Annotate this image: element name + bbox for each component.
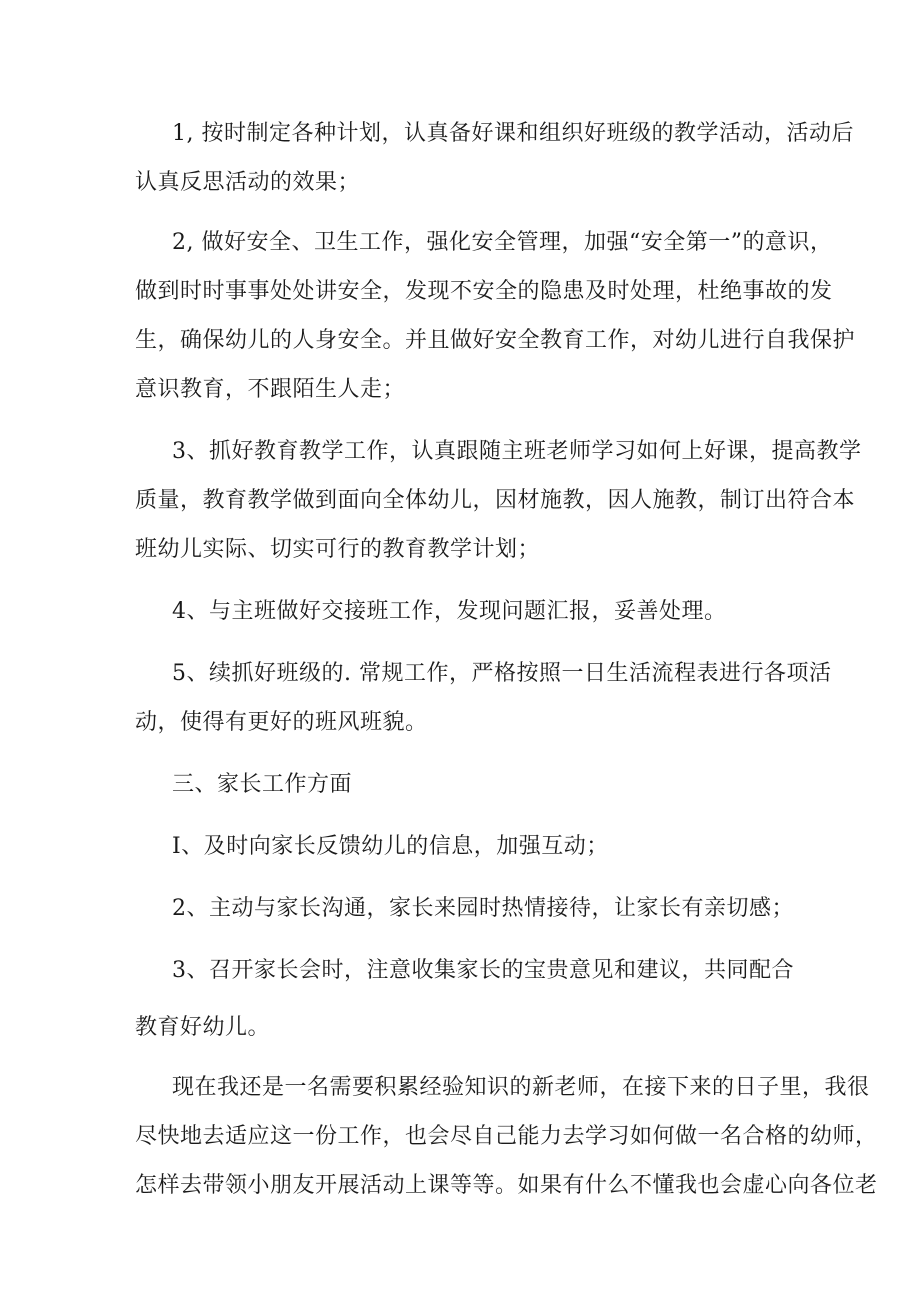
paragraph-line: 怎样去带领小朋友开展活动上课等等。如果有什么不懂我也会虚心向各位老 bbox=[135, 1173, 878, 1198]
paragraph-line: 教育好幼儿。 bbox=[135, 1015, 271, 1040]
paragraph-line: 质量，教育教学做到面向全体幼儿，因材施教，因人施教，制订出符合本 bbox=[135, 488, 856, 513]
paragraph-line: 尽快地去适应这一份工作，也会尽自己能力去学习如何做一名合格的幼师， bbox=[135, 1124, 878, 1149]
paragraph-line: 3、召开家长会时，注意收集家长的宝贵意见和建议，共同配合 bbox=[172, 958, 794, 983]
paragraph-line: 认真反思活动的效果； bbox=[135, 170, 361, 195]
paragraph-line: 3、抓好教育教学工作，认真跟随主班老师学习如何上好课，提高教学 bbox=[172, 439, 862, 464]
paragraph-line: 1, 按时制定各种计划，认真备好课和组织好班级的教学活动，活动后 bbox=[172, 121, 854, 146]
paragraph-line: 2, 做好安全、卫生工作，强化安全管理，加强“安全第一”的意识， bbox=[172, 230, 833, 255]
paragraph-line: 现在我还是一名需要积累经验知识的新老师，在接下来的日子里，我很 bbox=[172, 1075, 870, 1100]
section-heading: 三、家长工作方面 bbox=[172, 772, 353, 797]
paragraph-line: 动，使得有更好的班风班貌。 bbox=[135, 710, 428, 735]
paragraph-line: 意识教育，不跟陌生人走； bbox=[135, 377, 406, 402]
paragraph-line: 做到时时事事处处讲安全，发现不安全的隐患及时处理，杜绝事故的发 bbox=[135, 279, 833, 304]
paragraph-line: 班幼儿实际、切实可行的教育教学计划； bbox=[135, 537, 541, 562]
paragraph-line: 5、续抓好班级的. 常规工作，严格按照一日生活流程表进行各项活 bbox=[172, 661, 832, 686]
paragraph-line: 生，确保幼儿的人身安全。并且做好安全教育工作，对幼儿进行自我保护 bbox=[135, 328, 856, 353]
paragraph-line: 4、与主班做好交接班工作，发现问题汇报，妥善处理。 bbox=[172, 599, 727, 624]
paragraph-line: 2、主动与家长沟通，家长来园时热情接待，让家长有亲切感； bbox=[172, 896, 794, 921]
paragraph-line: I、及时向家长反馈幼儿的信息，加强互动； bbox=[172, 834, 609, 859]
